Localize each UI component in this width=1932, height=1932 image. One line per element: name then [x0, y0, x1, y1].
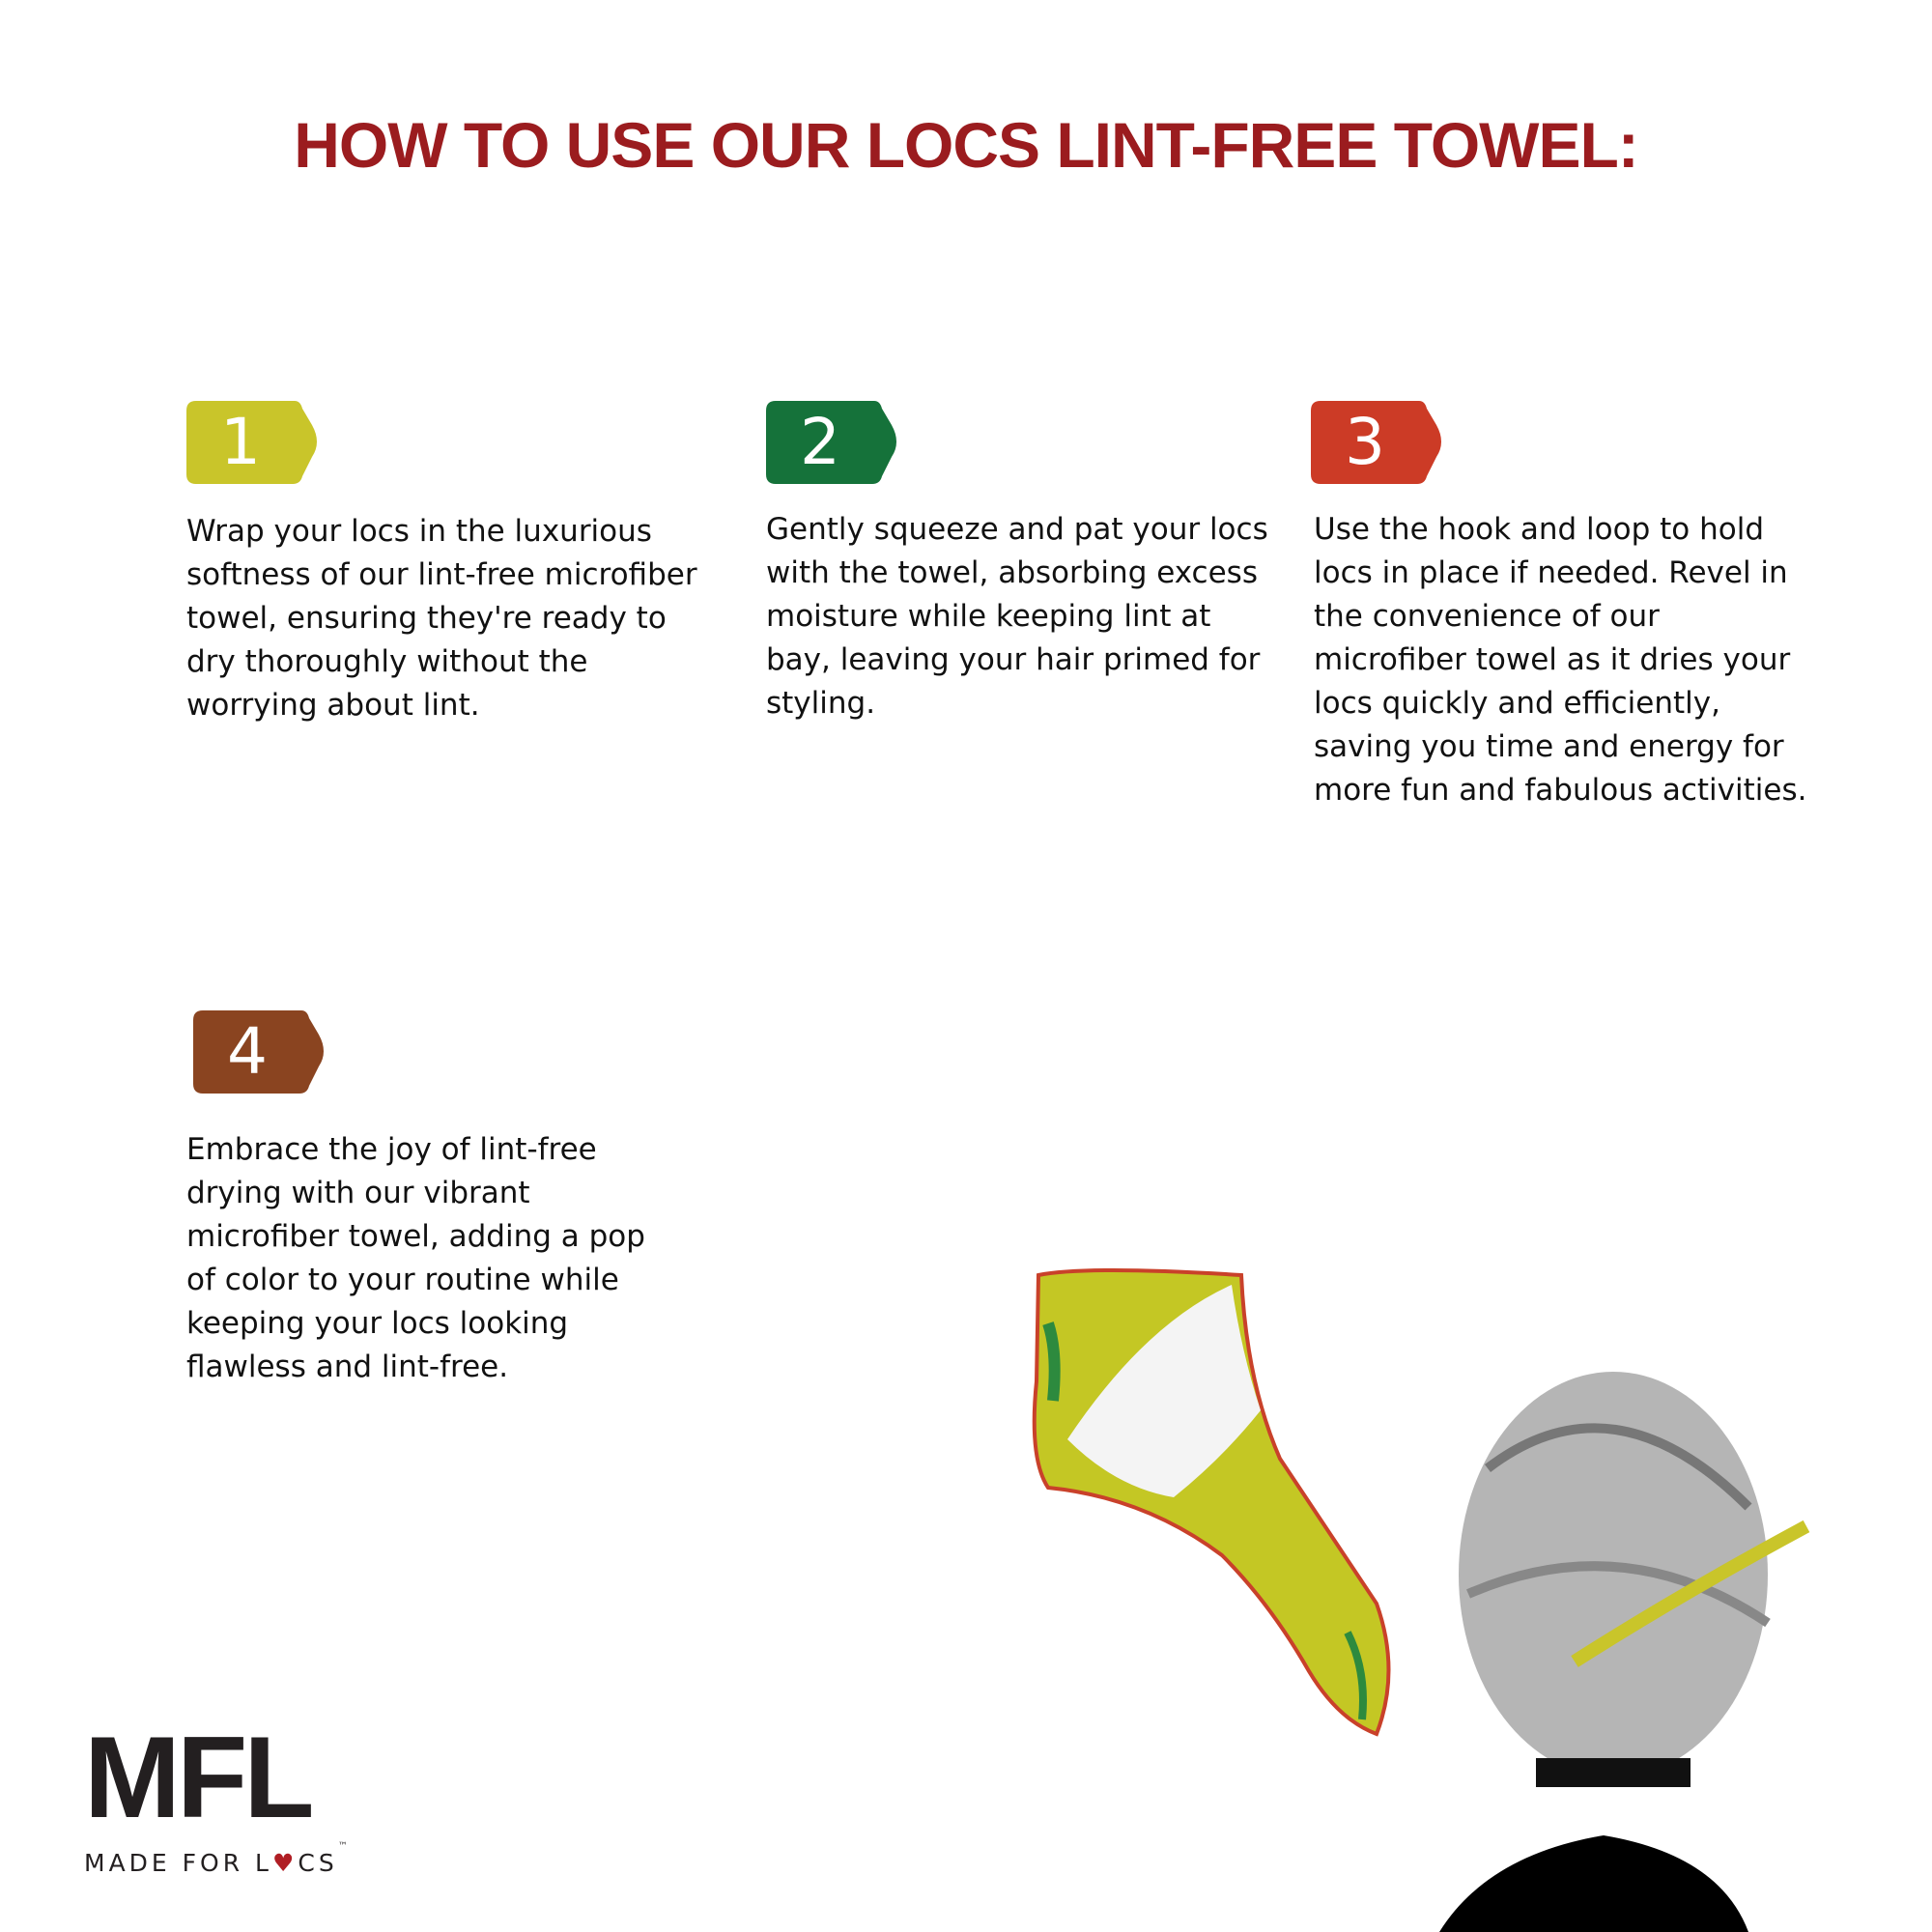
tagline-text: MADE FOR L	[84, 1849, 272, 1877]
step-1-badge	[186, 401, 322, 484]
logo-mark: MFL	[84, 1713, 311, 1842]
step-number: 4	[227, 1014, 268, 1089]
person-with-towel-illustration	[1430, 1352, 1816, 1932]
step-number: 1	[220, 405, 261, 479]
mfl-logo	[84, 1713, 374, 1893]
page-title: HOW TO USE OUR LOCS LINT-FREE TOWEL:	[294, 109, 1638, 181]
step-number: 3	[1345, 405, 1385, 479]
step-3-text: Use the hook and loop to hold locs in place if needed. Revel in the convenience of our microfiber towel as it dries your locs quickly and efficiently, saving you time and energy for more fun and fabulous activities.	[1314, 512, 1807, 808]
towel-image	[1029, 1265, 1415, 1748]
step-4-badge	[193, 1010, 328, 1094]
trademark: ™	[337, 1841, 352, 1852]
step-number: 2	[800, 405, 840, 479]
tagline-text-end: CS	[298, 1849, 338, 1877]
heart-icon: ♥	[271, 1849, 298, 1877]
step-1-text: Wrap your locs in the luxurious softness of our lint-free microfiber towel, ensuring they're ready to dry thoroughly without the worrying about lint.	[186, 514, 697, 723]
step-2-badge	[766, 401, 901, 484]
step-2-text: Gently squeeze and pat your locs with the towel, absorbing excess moisture while keeping lint at bay, leaving your hair primed for styling.	[766, 512, 1268, 721]
step-4-text: Embrace the joy of lint-free drying with our vibrant microfiber towel, adding a pop of color to your routine while keeping your locs looking flawless and lint-free.	[186, 1132, 645, 1384]
step-3-badge	[1311, 401, 1446, 484]
logo-tagline	[84, 1841, 352, 1880]
